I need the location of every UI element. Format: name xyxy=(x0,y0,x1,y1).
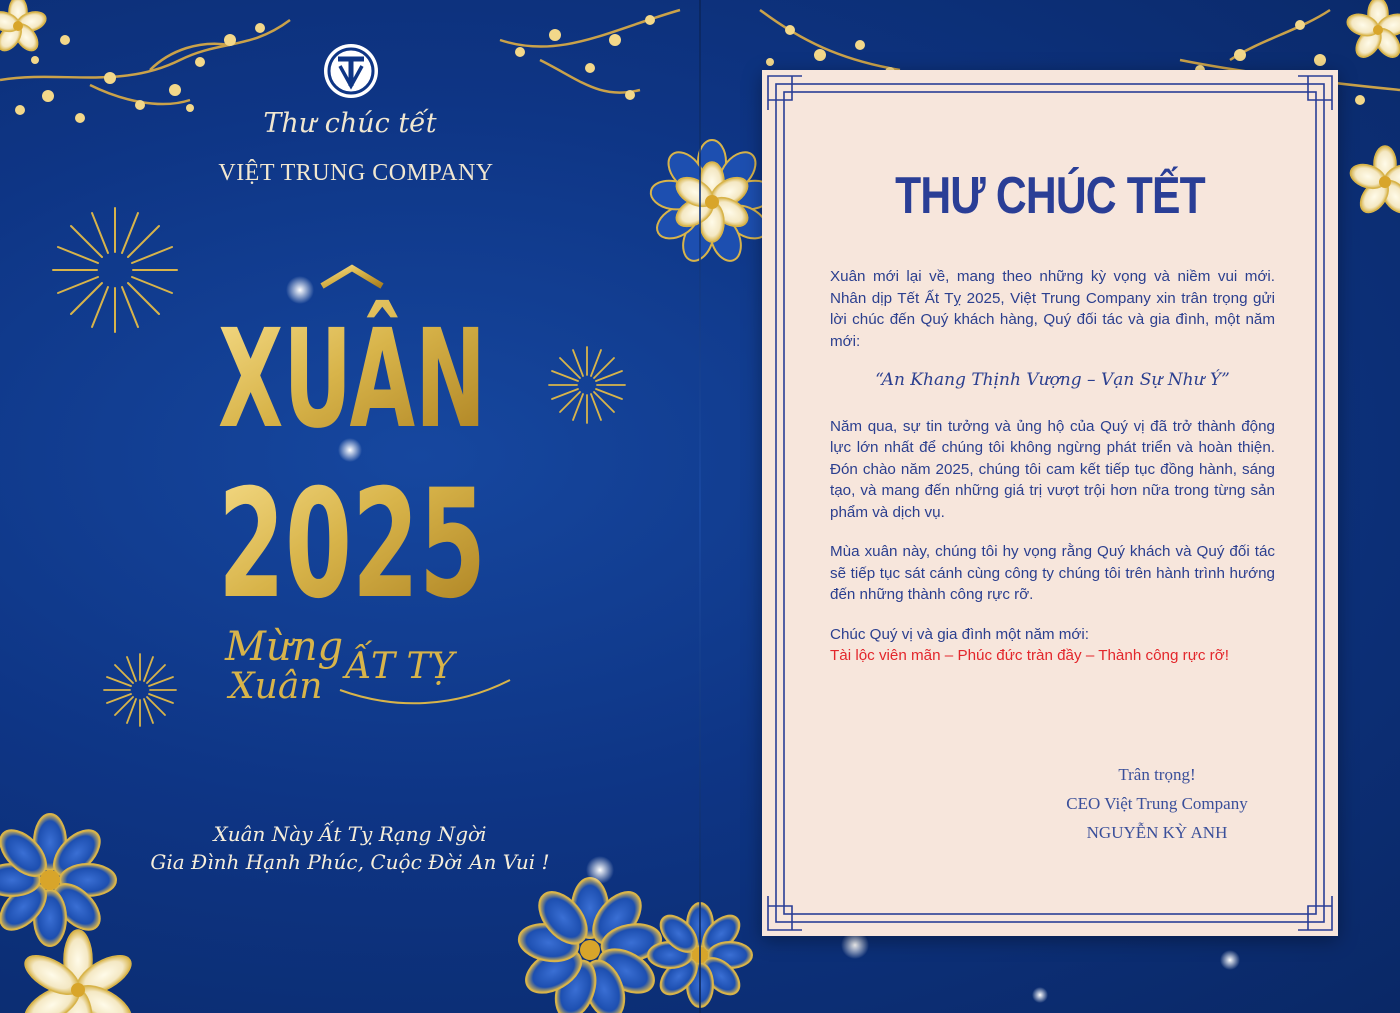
letter-wish-intro: Chúc Quý vị và gia đình một năm mới: xyxy=(830,625,1089,643)
mung-xuan-at-ty-script xyxy=(225,620,525,720)
signature-title: CEO Việt Trung Company xyxy=(1066,794,1248,813)
title-xuan: XUÂN xyxy=(218,301,649,459)
letter-body xyxy=(830,266,1275,667)
signature-closing: Trân trọng! xyxy=(1118,765,1196,784)
slogan-line-2: Gia Đình Hạnh Phúc, Cuộc Đời An Vui ! xyxy=(150,850,550,874)
xuan-2025-title xyxy=(212,268,649,632)
apricot-flower-icon xyxy=(1347,146,1400,218)
script-mung: Mừng xyxy=(225,624,344,670)
letter-paragraph-1: Xuân mới lại về, mang theo những kỳ vọng và niềm vui mới. Nhân dịp Tết Ất Tỵ 2025, Việt Trung Company xin trân trọng gửi lời chúc đến Quý khách hàng, Quý đối tác và gia đình, một năm mới: xyxy=(830,268,1275,350)
letter-signature xyxy=(1022,760,1292,847)
letter-wish-red: Tài lộc viên mãn – Phúc đức tràn đầy – Thành công rực rỡ! xyxy=(830,647,1229,664)
letter-paragraph-2: Năm qua, sự tin tưởng và ủng hộ của Quý vị đã trở thành động lực lớn nhất để chúng tôi không ngừng phát triển và hoàn thiện. Đón chào năm 2025, chúng tôi cam kết tiếp tục đồng hành, sáng tạo, và mang đến những giá trị vượt trội hơn nữa trong từng sản phẩm và dịch vụ. xyxy=(830,417,1275,521)
script-at-ty: ẤT TỴ xyxy=(345,646,455,687)
title-2025: 2025 xyxy=(218,458,486,632)
letter-paragraph-3: Mùa xuân này, chúng tôi hy vọng rằng Quý khách và Quý đối tác sẽ tiếp tục sát cánh cùng công ty chúng tôi trên hành trình hướng đến những thành công rực rỡ. xyxy=(830,543,1275,603)
company-logo-icon xyxy=(322,42,380,100)
letter-quote: “An Khang Thịnh Vượng – Vạn Sự Như Ý” xyxy=(875,370,1230,390)
tagline: Thư chúc tết xyxy=(263,108,437,139)
slogan-line-1: Xuân Này Ất Tỵ Rạng Ngời xyxy=(213,822,487,846)
letter-paper xyxy=(762,70,1338,936)
apricot-flower-icon xyxy=(1344,0,1400,62)
script-xuan: Xuân xyxy=(229,666,323,707)
company-name: VIỆT TRUNG COMPANY xyxy=(218,160,494,186)
signature-name: NGUYỄN KỲ ANH xyxy=(1086,823,1228,842)
letter-paragraph-4 xyxy=(830,624,1275,667)
letter-title: THƯ CHÚC TẾT xyxy=(895,167,1205,225)
